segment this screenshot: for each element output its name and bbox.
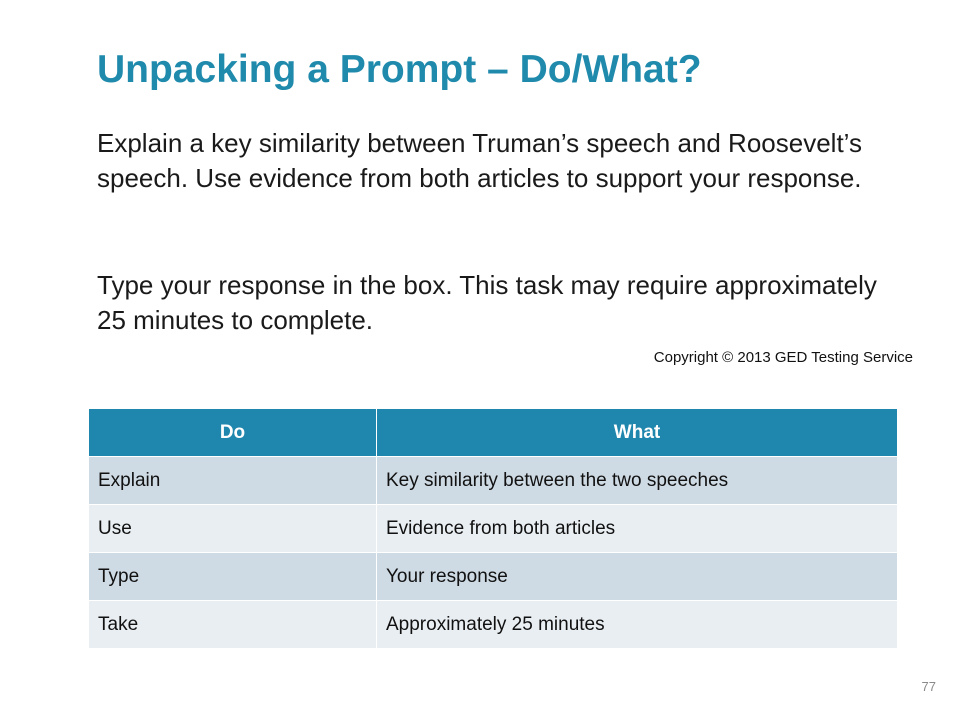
do-cell: Explain <box>89 457 377 505</box>
what-cell: Your response <box>377 553 898 601</box>
table-row <box>89 505 898 553</box>
what-cell: Key similarity between the two speeches <box>377 457 898 505</box>
slide-title: Unpacking a Prompt – Do/What? <box>97 48 702 91</box>
what-cell: Evidence from both articles <box>377 505 898 553</box>
table-header-row <box>89 409 898 457</box>
table-row <box>89 601 898 649</box>
prompt-paragraph: Explain a key similarity between Truman’s speech and Roosevelt’s speech. Use evidence from both articles to support your response. <box>97 128 862 193</box>
header-what: What <box>377 409 898 457</box>
table-row <box>89 457 898 505</box>
what-cell: Approximately 25 minutes <box>377 601 898 649</box>
do-cell: Take <box>89 601 377 649</box>
do-cell: Type <box>89 553 377 601</box>
do-cell: Use <box>89 505 377 553</box>
copyright-notice: Copyright © 2013 GED Testing Service <box>653 349 913 366</box>
do-what-table <box>88 408 898 649</box>
header-do: Do <box>89 409 377 457</box>
instructions-paragraph: Type your response in the box. This task may require approximately 25 minutes to complete. <box>97 270 877 335</box>
page-number: 77 <box>921 679 936 694</box>
table-row <box>89 553 898 601</box>
